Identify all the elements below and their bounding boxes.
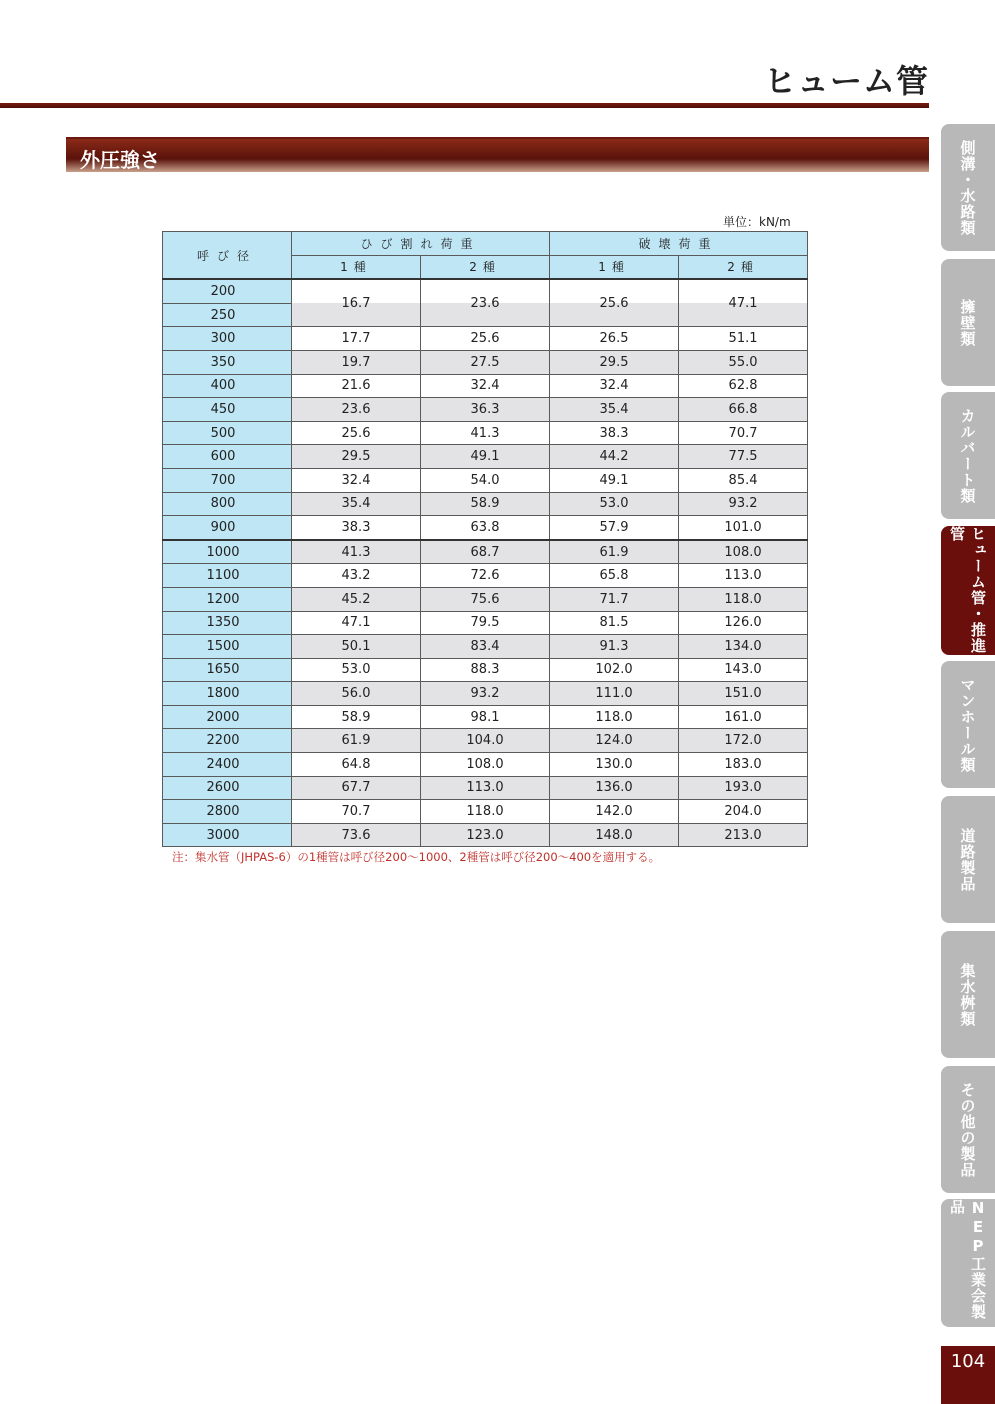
cell-crack-type1: 16.7 <box>292 279 421 327</box>
cell-crack-type2: 68.7 <box>421 540 550 564</box>
side-tab-label: その他の製品 <box>958 1081 977 1178</box>
cell-break-type1: 61.9 <box>550 540 679 564</box>
cell-crack-type2: 79.5 <box>421 611 550 635</box>
cell-crack-type1: 53.0 <box>292 658 421 682</box>
cell-break-type2: 113.0 <box>679 564 808 588</box>
cell-crack-type1: 64.8 <box>292 753 421 777</box>
cell-break-type1: 130.0 <box>550 753 679 777</box>
table-row <box>163 564 808 588</box>
side-tab-label: NEP工業会製品 <box>948 1199 987 1320</box>
cell-crack-type2: 123.0 <box>421 823 550 847</box>
cell-break-type2: 204.0 <box>679 800 808 824</box>
cell-crack-type2: 83.4 <box>421 635 550 659</box>
cell-crack-type1: 21.6 <box>292 374 421 398</box>
cell-break-type1: 49.1 <box>550 468 679 492</box>
group-crack-load: ひび割れ荷重 <box>292 232 550 256</box>
cell-crack-type1: 17.7 <box>292 327 421 351</box>
cell-crack-type2: 93.2 <box>421 682 550 706</box>
cell-break-type2: 66.8 <box>679 398 808 422</box>
side-tab-2[interactable] <box>941 259 995 386</box>
cell-crack-type2: 63.8 <box>421 516 550 540</box>
cell-break-type1: 38.3 <box>550 421 679 445</box>
cell-crack-type2: 108.0 <box>421 753 550 777</box>
cell-break-type1: 25.6 <box>550 279 679 327</box>
cell-break-type2: 193.0 <box>679 776 808 800</box>
cell-crack-type2: 27.5 <box>421 350 550 374</box>
row-diameter: 2200 <box>163 729 292 753</box>
cell-crack-type1: 29.5 <box>292 445 421 469</box>
row-diameter: 250 <box>163 303 292 327</box>
table-row <box>163 658 808 682</box>
table-row <box>163 611 808 635</box>
cell-crack-type1: 67.7 <box>292 776 421 800</box>
cell-break-type2: 118.0 <box>679 587 808 611</box>
cell-crack-type1: 47.1 <box>292 611 421 635</box>
table-row <box>163 327 808 351</box>
cell-break-type2: 161.0 <box>679 705 808 729</box>
table-note: 注：集水管（JHPAS-6）の1種管は呼び径200～1000、2種管は呼び径200～400を適用する。 <box>172 850 661 864</box>
cell-break-type2: 172.0 <box>679 729 808 753</box>
row-diameter: 800 <box>163 492 292 516</box>
cell-crack-type2: 32.4 <box>421 374 550 398</box>
row-diameter: 400 <box>163 374 292 398</box>
row-diameter: 1800 <box>163 682 292 706</box>
cell-crack-type1: 38.3 <box>292 516 421 540</box>
cell-crack-type1: 32.4 <box>292 468 421 492</box>
row-diameter: 1000 <box>163 540 292 564</box>
crack-type2-header: 2種 <box>421 255 550 279</box>
cell-break-type2: 62.8 <box>679 374 808 398</box>
page-number: 104 <box>941 1346 995 1404</box>
side-tab-5[interactable] <box>941 661 995 788</box>
crack-type1-header: 1種 <box>292 255 421 279</box>
cell-break-type2: 108.0 <box>679 540 808 564</box>
group-break-load: 破壊荷重 <box>550 232 808 256</box>
row-diameter: 350 <box>163 350 292 374</box>
cell-break-type2: 47.1 <box>679 279 808 327</box>
cell-break-type1: 142.0 <box>550 800 679 824</box>
cell-crack-type1: 56.0 <box>292 682 421 706</box>
table-row <box>163 279 808 303</box>
row-diameter: 2400 <box>163 753 292 777</box>
cell-break-type1: 71.7 <box>550 587 679 611</box>
cell-break-type1: 102.0 <box>550 658 679 682</box>
row-diameter: 700 <box>163 468 292 492</box>
cell-break-type1: 65.8 <box>550 564 679 588</box>
cell-break-type2: 85.4 <box>679 468 808 492</box>
cell-break-type1: 124.0 <box>550 729 679 753</box>
row-diameter: 2000 <box>163 705 292 729</box>
table-row <box>163 729 808 753</box>
cell-crack-type2: 98.1 <box>421 705 550 729</box>
cell-crack-type2: 49.1 <box>421 445 550 469</box>
col-nominal-diameter: 呼び径 <box>163 232 292 280</box>
cell-break-type2: 51.1 <box>679 327 808 351</box>
cell-crack-type2: 88.3 <box>421 658 550 682</box>
cell-break-type2: 183.0 <box>679 753 808 777</box>
cell-crack-type2: 36.3 <box>421 398 550 422</box>
table-row <box>163 350 808 374</box>
row-diameter: 1500 <box>163 635 292 659</box>
side-tab-label: 擁壁類 <box>958 298 977 347</box>
cell-crack-type2: 113.0 <box>421 776 550 800</box>
cell-break-type2: 213.0 <box>679 823 808 847</box>
cell-break-type1: 32.4 <box>550 374 679 398</box>
break-type1-header: 1種 <box>550 255 679 279</box>
cell-crack-type1: 35.4 <box>292 492 421 516</box>
table-row <box>163 823 808 847</box>
cell-crack-type2: 72.6 <box>421 564 550 588</box>
section-header <box>66 137 929 172</box>
side-tab-4[interactable] <box>941 526 995 655</box>
cell-break-type1: 57.9 <box>550 516 679 540</box>
strength-table <box>162 231 808 847</box>
cell-crack-type1: 73.6 <box>292 823 421 847</box>
side-tab-9[interactable] <box>941 1199 995 1327</box>
table-row <box>163 587 808 611</box>
table-row <box>163 445 808 469</box>
cell-crack-type2: 41.3 <box>421 421 550 445</box>
cell-crack-type1: 50.1 <box>292 635 421 659</box>
cell-break-type2: 93.2 <box>679 492 808 516</box>
table-row <box>163 421 808 445</box>
side-tab-label: ヒューム管・推進管 <box>948 526 987 654</box>
title-rule <box>0 103 929 108</box>
cell-break-type1: 148.0 <box>550 823 679 847</box>
cell-break-type2: 134.0 <box>679 635 808 659</box>
cell-break-type1: 81.5 <box>550 611 679 635</box>
side-tab-label: マンホール類 <box>958 676 977 773</box>
row-diameter: 2800 <box>163 800 292 824</box>
table-row <box>163 776 808 800</box>
table-row <box>163 705 808 729</box>
cell-break-type1: 35.4 <box>550 398 679 422</box>
cell-break-type1: 26.5 <box>550 327 679 351</box>
row-diameter: 600 <box>163 445 292 469</box>
row-diameter: 3000 <box>163 823 292 847</box>
table-row <box>163 800 808 824</box>
cell-break-type1: 29.5 <box>550 350 679 374</box>
table-row <box>163 635 808 659</box>
row-diameter: 2600 <box>163 776 292 800</box>
cell-break-type2: 101.0 <box>679 516 808 540</box>
row-diameter: 1350 <box>163 611 292 635</box>
cell-crack-type2: 23.6 <box>421 279 550 327</box>
side-tab-label: カルバート類 <box>958 407 977 504</box>
cell-crack-type2: 75.6 <box>421 587 550 611</box>
cell-break-type1: 91.3 <box>550 635 679 659</box>
side-tab-8[interactable] <box>941 1066 995 1193</box>
table-row <box>163 398 808 422</box>
side-tab-3[interactable] <box>941 392 995 519</box>
cell-break-type2: 143.0 <box>679 658 808 682</box>
side-tab-6[interactable] <box>941 796 995 923</box>
row-diameter: 450 <box>163 398 292 422</box>
table-row <box>163 516 808 540</box>
side-tab-label: 道路製品 <box>958 827 977 892</box>
row-diameter: 200 <box>163 279 292 303</box>
cell-break-type1: 118.0 <box>550 705 679 729</box>
cell-break-type1: 136.0 <box>550 776 679 800</box>
cell-crack-type1: 41.3 <box>292 540 421 564</box>
cell-crack-type1: 70.7 <box>292 800 421 824</box>
table-row <box>163 374 808 398</box>
table-row <box>163 468 808 492</box>
cell-crack-type2: 54.0 <box>421 468 550 492</box>
cell-break-type1: 111.0 <box>550 682 679 706</box>
table-row <box>163 682 808 706</box>
cell-crack-type1: 43.2 <box>292 564 421 588</box>
cell-crack-type2: 104.0 <box>421 729 550 753</box>
cell-break-type2: 77.5 <box>679 445 808 469</box>
cell-crack-type1: 61.9 <box>292 729 421 753</box>
side-tab-1[interactable] <box>941 124 995 251</box>
cell-break-type2: 70.7 <box>679 421 808 445</box>
unit-label: 単位：kN/m <box>723 215 791 229</box>
cell-break-type1: 44.2 <box>550 445 679 469</box>
table-row <box>163 540 808 564</box>
cell-crack-type2: 118.0 <box>421 800 550 824</box>
row-diameter: 900 <box>163 516 292 540</box>
side-tab-label: 集水桝類 <box>958 962 977 1027</box>
cell-break-type2: 151.0 <box>679 682 808 706</box>
cell-break-type2: 55.0 <box>679 350 808 374</box>
side-tab-7[interactable] <box>941 931 995 1058</box>
cell-crack-type1: 25.6 <box>292 421 421 445</box>
break-type2-header: 2種 <box>679 255 808 279</box>
cell-crack-type2: 25.6 <box>421 327 550 351</box>
row-diameter: 500 <box>163 421 292 445</box>
cell-break-type2: 126.0 <box>679 611 808 635</box>
row-diameter: 300 <box>163 327 292 351</box>
row-diameter: 1650 <box>163 658 292 682</box>
table-row <box>163 753 808 777</box>
cell-crack-type1: 58.9 <box>292 705 421 729</box>
cell-crack-type1: 19.7 <box>292 350 421 374</box>
page-title: ヒューム管 <box>763 62 929 100</box>
section-title: 外圧強さ <box>80 148 160 172</box>
row-diameter: 1100 <box>163 564 292 588</box>
cell-crack-type2: 58.9 <box>421 492 550 516</box>
table-row <box>163 492 808 516</box>
cell-crack-type1: 23.6 <box>292 398 421 422</box>
row-diameter: 1200 <box>163 587 292 611</box>
cell-crack-type1: 45.2 <box>292 587 421 611</box>
side-tab-label: 側溝・水路類 <box>958 139 977 236</box>
cell-break-type1: 53.0 <box>550 492 679 516</box>
